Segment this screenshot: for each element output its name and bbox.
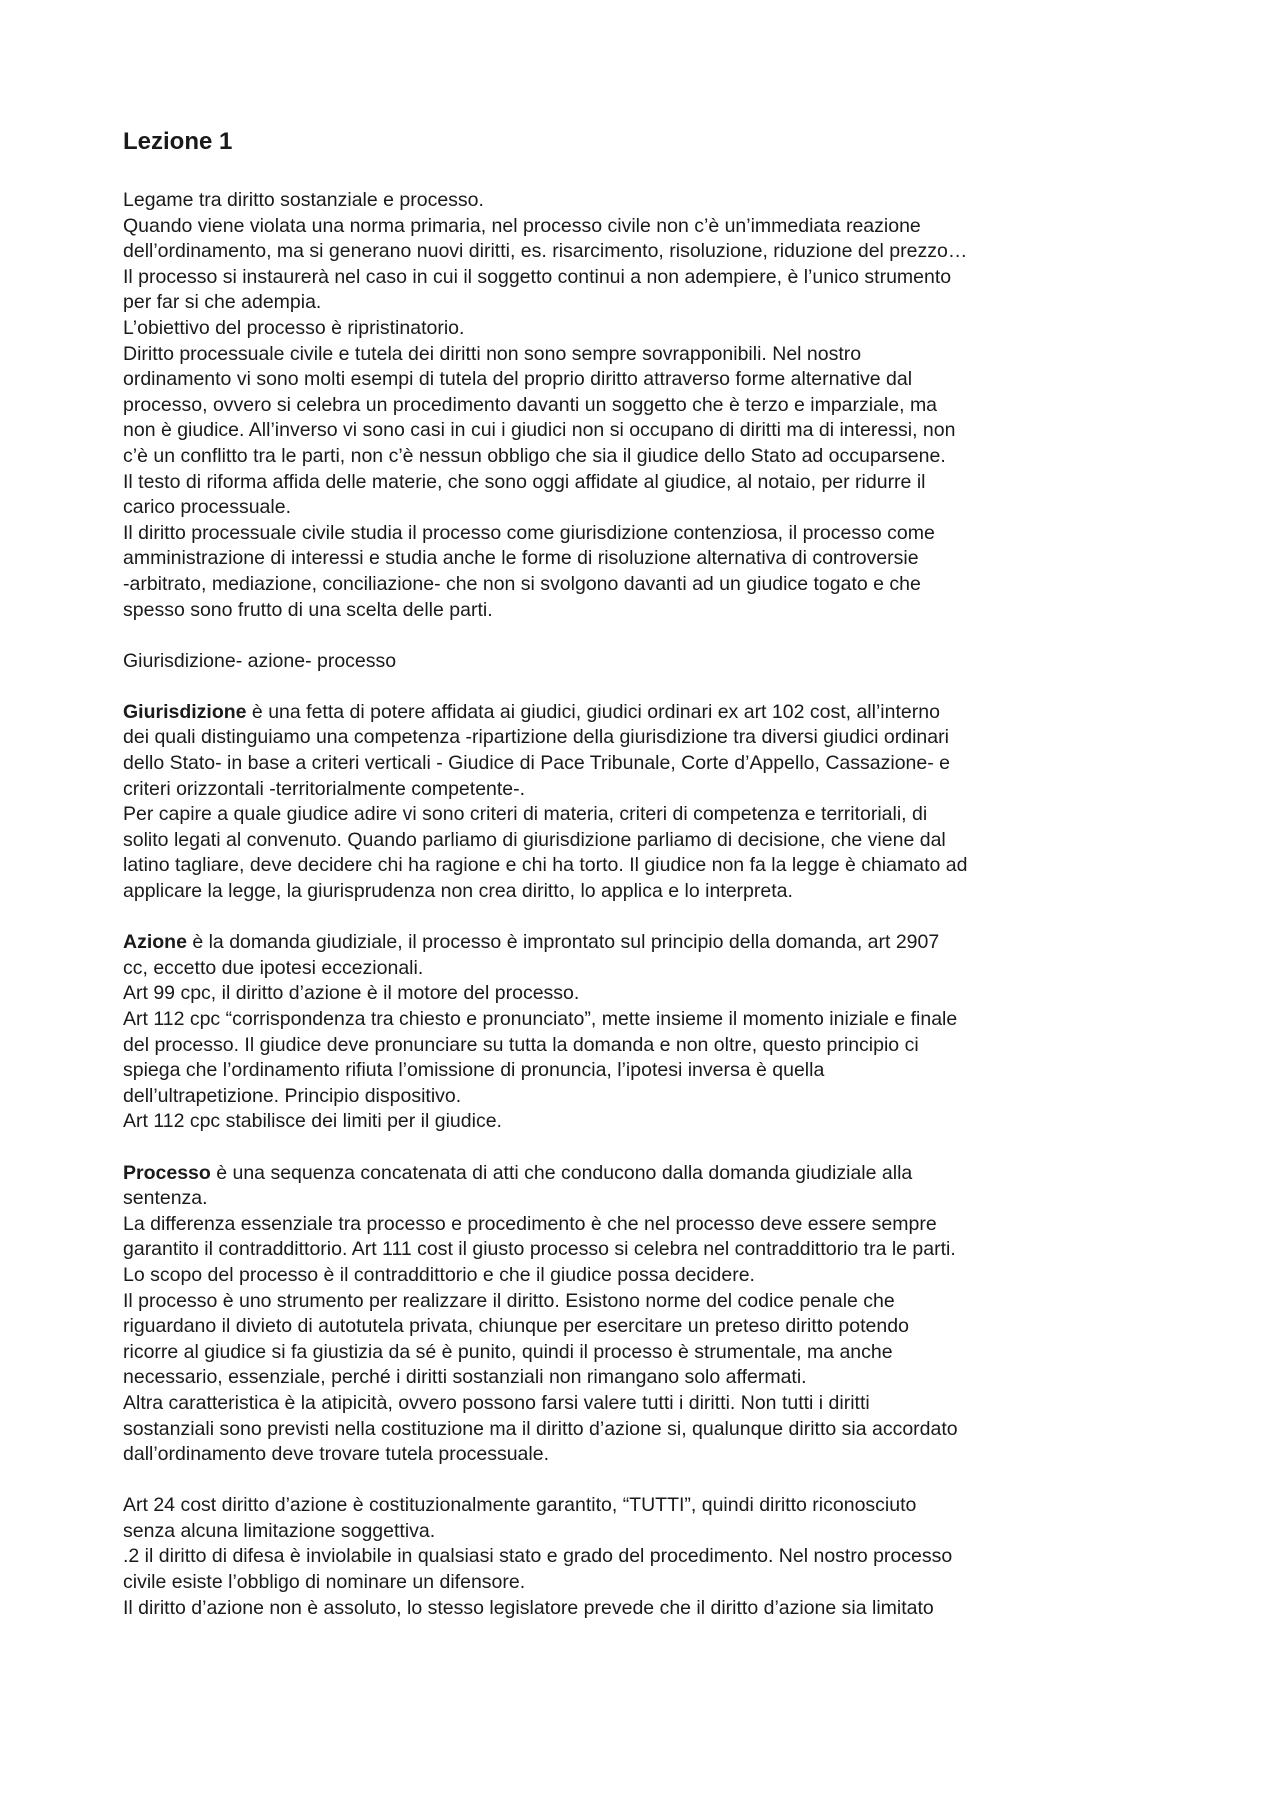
giurisdizione-paragraph bbox=[123, 700, 1183, 905]
paragraph-gap bbox=[123, 1135, 1183, 1161]
text-line: Art 112 cpc “corrispondenza tra chiesto e pronunciato”, mette insieme il momento iniziale e finale bbox=[123, 1008, 958, 1030]
text-fragment: è la domanda giudiziale, il processo è improntato sul principio della domanda, art 2907 bbox=[186, 931, 940, 954]
text-line: dei quali distinguiamo una competenza -ripartizione della giurisdizione tra diversi giudici ordinari bbox=[123, 726, 949, 749]
paragraph-gap bbox=[123, 1468, 1183, 1494]
text-line: Il diritto d’azione non è assoluto, lo stesso legislatore prevede che il diritto d’azione sia limitato bbox=[123, 1596, 934, 1619]
text-line: Art 112 cpc stabilisce dei limiti per il giudice. bbox=[123, 1110, 502, 1133]
text-line: Il processo è uno strumento per realizzare il diritto. Esistono norme del codice penale che bbox=[123, 1289, 895, 1312]
text-line: processo, ovvero si celebra un procedimento davanti un soggetto che è terzo e imparziale, ma bbox=[123, 393, 938, 416]
text-line: riguardano il divieto di autotutela privata, chiunque per esercitare un preteso diritto potendo bbox=[123, 1315, 909, 1338]
text-line: Legame tra diritto sostanziale e processo. bbox=[123, 189, 484, 211]
text-line: senza alcuna limitazione soggettiva. bbox=[123, 1519, 436, 1542]
text-line: Diritto processuale civile e tutela dei diritti non sono sempre sovrapponibili. Nel nostro bbox=[123, 342, 862, 365]
text-line: L’obiettivo del processo è ripristinatorio. bbox=[123, 316, 465, 339]
text-line: spesso sono frutto di una scelta delle parti. bbox=[123, 598, 493, 621]
term-azione: Azione bbox=[123, 931, 187, 954]
paragraph-gap bbox=[123, 905, 1183, 931]
document-page bbox=[123, 126, 1183, 1621]
text-line: sostanziali sono previsti nella costituzione ma il diritto d’azione si, qualunque diritto sia accordato bbox=[123, 1417, 958, 1440]
text-line: dell’ordinamento, ma si generano nuovi diritti, es. risarcimento, risoluzione, riduzione del prezzo… bbox=[123, 240, 968, 263]
paragraph-gap bbox=[123, 674, 1183, 700]
text-line: criteri orizzontali -territorialmente competente-. bbox=[123, 777, 526, 800]
page-title: Lezione 1 bbox=[123, 128, 233, 155]
text-line: c’è un conflitto tra le parti, non c’è nessun obbligo che sia il giudice dello Stato ad occuparsene. bbox=[123, 444, 946, 467]
text-line: Art 99 cpc, il diritto d’azione è il motore del processo. bbox=[123, 982, 580, 1005]
text-line bbox=[123, 700, 1183, 726]
text-line: non è giudice. All’inverso vi sono casi in cui i giudici non si occupano di diritti ma di interessi, non bbox=[123, 419, 956, 442]
paragraph-gap bbox=[123, 623, 1183, 649]
text-line: Lo scopo del processo è il contraddittorio e che il giudice possa decidere. bbox=[123, 1263, 755, 1286]
term-giurisdizione: Giurisdizione bbox=[123, 700, 247, 723]
term-processo: Processo bbox=[123, 1161, 211, 1184]
text-fragment: è una sequenza concatenata di atti che conducono dalla domanda giudiziale alla bbox=[210, 1161, 913, 1184]
text-line: .2 il diritto di difesa è inviolabile in qualsiasi stato e grado del procedimento. Nel nostro processo bbox=[123, 1545, 953, 1568]
text-line: Art 24 cost diritto d’azione è costituzionalmente garantito, “TUTTI”, quindi diritto riconosciuto bbox=[123, 1494, 917, 1517]
azione-paragraph bbox=[123, 930, 1183, 1135]
text-line: sentenza. bbox=[123, 1187, 208, 1210]
art24-paragraph bbox=[123, 1493, 1183, 1621]
text-line: dello Stato- in base a criteri verticali - Giudice di Pace Tribunale, Corte d’Appello, Cassazione- e bbox=[123, 752, 950, 775]
text-line: ricorre al giudice si fa giustizia da sé è punito, quindi il processo è strumentale, ma anche bbox=[123, 1340, 893, 1363]
text-line: del processo. Il giudice deve pronunciare su tutta la domanda e non oltre, questo principio ci bbox=[123, 1033, 919, 1056]
text-line: solito legati al convenuto. Quando parliamo di giurisdizione parliamo di decisione, che viene dal bbox=[123, 828, 946, 851]
topics-line bbox=[123, 649, 1183, 675]
text-line: per far si che adempia. bbox=[123, 291, 322, 314]
text-line: ordinamento vi sono molti esempi di tutela del proprio diritto attraverso forme alternative dal bbox=[123, 368, 913, 391]
text-line: Il testo di riforma affida delle materie, che sono oggi affidate al giudice, al notaio, per ridurre il bbox=[123, 470, 926, 493]
text-line: Giurisdizione- azione- processo bbox=[123, 649, 397, 672]
text-line: dall’ordinamento deve trovare tutela processuale. bbox=[123, 1443, 550, 1466]
text-line bbox=[123, 1161, 1183, 1187]
text-line: cc, eccetto due ipotesi eccezionali. bbox=[123, 956, 424, 979]
text-line: Per capire a quale giudice adire vi sono criteri di materia, criteri di competenza e territoriali, di bbox=[123, 803, 928, 826]
text-line: dell’ultrapetizione. Principio dispositivo. bbox=[123, 1084, 462, 1107]
text-line: latino tagliare, deve decidere chi ha ragione e chi ha torto. Il giudice non fa la legge è chiamato ad bbox=[123, 854, 968, 877]
text-line: garantito il contraddittorio. Art 111 cost il giusto processo si celebra nel contraddittorio tra le parti. bbox=[123, 1238, 956, 1261]
text-line: Quando viene violata una norma primaria, nel processo civile non c’è un’immediata reazione bbox=[123, 214, 921, 237]
text-line: civile esiste l’obbligo di nominare un difensore. bbox=[123, 1571, 526, 1594]
text-line: Il diritto processuale civile studia il processo come giurisdizione contenziosa, il processo come bbox=[123, 521, 935, 544]
text-line: spiega che l’ordinamento rifiuta l’omissione di pronuncia, l’ipotesi inversa è quella bbox=[123, 1059, 825, 1082]
text-line: necessario, essenziale, perché i diritti sostanziali non rimangano solo affermati. bbox=[123, 1366, 807, 1389]
text-line: carico processuale. bbox=[123, 496, 291, 519]
text-line: applicare la legge, la giurisprudenza non crea diritto, lo applica e lo interpreta. bbox=[123, 880, 793, 903]
text-line: La differenza essenziale tra processo e procedimento è che nel processo deve essere sempre bbox=[123, 1212, 937, 1235]
processo-paragraph bbox=[123, 1161, 1183, 1468]
text-line: Il processo si instaurerà nel caso in cui il soggetto continui a non adempiere, è l’unico strumento bbox=[123, 265, 952, 288]
text-line: -arbitrato, mediazione, conciliazione- che non si svolgono davanti ad un giudice togato e che bbox=[123, 572, 921, 595]
text-line: amministrazione di interessi e studia anche le forme di risoluzione alternativa di controversie bbox=[123, 547, 919, 570]
text-fragment: è una fetta di potere affidata ai giudici, giudici ordinari ex art 102 cost, all’interno bbox=[246, 700, 940, 723]
intro-paragraph bbox=[123, 188, 1183, 623]
text-line: Altra caratteristica è la atipicità, ovvero possono farsi valere tutti i diritti. Non tutti i diritti bbox=[123, 1391, 870, 1414]
text-line bbox=[123, 930, 1183, 956]
